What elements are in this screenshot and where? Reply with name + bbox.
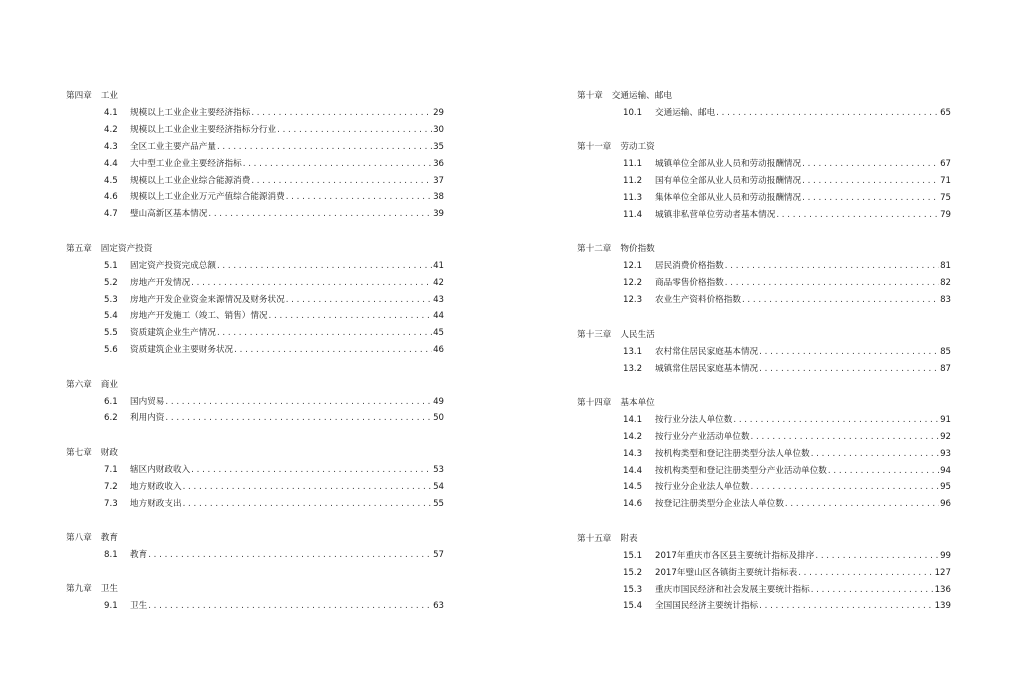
dot-leader	[802, 190, 939, 207]
toc-entry[interactable]	[66, 275, 444, 292]
entry-number: 9.1	[104, 601, 118, 612]
dot-leader	[798, 565, 933, 582]
entry-page-number: 81	[940, 261, 951, 272]
entry-title: 规模以上工业企业主要经济指标分行业	[130, 124, 277, 135]
entry-title: 集体单位全部从业人员和劳动报酬情况	[655, 193, 802, 204]
dot-leader	[725, 275, 939, 292]
toc-entry[interactable]	[577, 207, 951, 224]
entry-page-number: 35	[433, 141, 444, 152]
entry-page-number: 50	[433, 413, 444, 424]
chapter-heading	[66, 445, 444, 462]
entry-page-number: 94	[940, 465, 951, 476]
toc-entry[interactable]	[577, 361, 951, 378]
toc-entry[interactable]	[577, 496, 951, 513]
entry-title: 城镇常住居民家庭基本情况	[655, 363, 759, 374]
entry-title: 大中型工业企业主要经济指标	[130, 158, 242, 169]
entry-page-number: 29	[433, 108, 444, 118]
entry-number: 15.3	[623, 584, 643, 595]
entry-page-number: 71	[940, 176, 951, 187]
chapter-number: 第十二章	[577, 244, 612, 255]
dot-leader	[217, 325, 432, 342]
entry-number: 15.1	[623, 550, 643, 561]
chapter-number: 第四章	[66, 91, 92, 101]
entry-title: 资质建筑企业主要财务状况	[130, 345, 234, 356]
entry-number: 5.4	[104, 311, 118, 322]
toc-entry[interactable]	[577, 548, 951, 565]
chapter-entries	[577, 105, 951, 122]
toc-entry[interactable]	[577, 156, 951, 173]
chapter-heading	[577, 395, 951, 412]
entry-title: 2017年重庆市各区县主要统计指标及排序	[655, 550, 815, 561]
chapter-number: 第九章	[66, 584, 92, 595]
toc-left-column	[66, 88, 444, 633]
toc-right-column	[577, 88, 951, 633]
toc-entry[interactable]	[577, 463, 951, 480]
chapter-name: 商业	[100, 379, 118, 390]
entry-title: 全区工业主要产品产量	[130, 141, 216, 152]
entry-page-number: 41	[433, 260, 444, 271]
dot-leader	[251, 173, 432, 190]
entry-number: 4.4	[104, 158, 118, 169]
toc-chapter	[577, 139, 951, 224]
entry-page-number: 38	[433, 192, 444, 203]
entry-page-number: 44	[433, 311, 444, 322]
dot-leader	[733, 412, 939, 429]
toc-chapter	[66, 88, 444, 223]
entry-number: 4.7	[104, 209, 118, 220]
entry-number: 6.2	[104, 413, 118, 424]
toc-entry[interactable]	[66, 547, 444, 564]
entry-page-number: 37	[433, 175, 444, 186]
chapter-number: 第八章	[66, 533, 92, 544]
dot-leader	[165, 394, 432, 411]
toc-chapter	[66, 241, 444, 359]
toc-entry[interactable]	[577, 292, 951, 309]
toc-entry[interactable]	[577, 446, 951, 463]
entry-title: 地方财政收入	[130, 481, 182, 492]
entry-page-number: 53	[433, 464, 444, 475]
entry-title: 交通运输、邮电	[655, 108, 716, 118]
entry-page-number: 49	[433, 396, 444, 407]
entry-title: 国内贸易	[130, 396, 165, 407]
entry-number: 14.6	[623, 499, 643, 510]
dot-leader	[828, 463, 939, 480]
entry-number: 13.2	[623, 363, 643, 374]
toc-chapter	[577, 327, 951, 378]
chapter-entries	[577, 548, 951, 616]
chapter-name: 交通运输、邮电	[611, 91, 672, 101]
dot-leader	[191, 275, 432, 292]
entry-page-number: 67	[940, 159, 951, 170]
dot-leader	[802, 156, 939, 173]
toc-entry[interactable]	[66, 189, 444, 206]
entry-title: 居民消费价格指数	[655, 261, 724, 272]
chapter-name: 基本单位	[620, 397, 655, 408]
chapter-name: 固定资产投资	[100, 243, 153, 254]
dot-leader	[191, 462, 432, 479]
entry-page-number: 93	[940, 448, 951, 459]
entry-title: 地方财政支出	[130, 498, 182, 509]
entry-title: 卫生	[130, 601, 148, 612]
entry-number: 4.1	[104, 108, 118, 118]
toc-chapter	[577, 88, 951, 122]
chapter-entries	[66, 394, 444, 428]
chapter-heading	[577, 139, 951, 156]
entry-number: 12.3	[623, 295, 643, 306]
entry-page-number: 65	[940, 108, 951, 118]
chapter-entries	[66, 598, 444, 615]
entry-number: 4.5	[104, 175, 118, 186]
entry-page-number: 136	[934, 584, 951, 595]
toc-chapter	[66, 581, 444, 615]
dot-leader	[165, 410, 432, 427]
entry-number: 13.1	[623, 346, 643, 357]
toc-entry[interactable]	[577, 173, 951, 190]
entry-title: 辖区内财政收入	[130, 464, 191, 475]
entry-title: 按行业分产业活动单位数	[655, 431, 750, 442]
entry-title: 固定资产投资完成总额	[130, 260, 216, 271]
toc-entry[interactable]	[66, 292, 444, 309]
chapter-number: 第十章	[577, 91, 603, 101]
chapter-number: 第十一章	[577, 142, 612, 153]
chapter-number: 第十四章	[577, 397, 612, 408]
toc-entry[interactable]	[577, 258, 951, 275]
entry-page-number: 30	[433, 124, 444, 135]
entry-number: 11.4	[623, 210, 643, 221]
dot-leader	[802, 173, 939, 190]
entry-page-number: 54	[433, 481, 444, 492]
entry-number: 5.6	[104, 345, 118, 356]
toc-chapter	[577, 241, 951, 309]
entry-title: 房地产开发情况	[130, 277, 191, 288]
chapter-number: 第七章	[66, 447, 92, 458]
toc-entry[interactable]	[66, 308, 444, 325]
chapter-heading	[577, 327, 951, 344]
entry-page-number: 79	[940, 210, 951, 221]
toc-entry[interactable]	[577, 190, 951, 207]
entry-title: 农村常住居民家庭基本情况	[655, 346, 759, 357]
entry-page-number: 91	[940, 414, 951, 425]
toc-entry[interactable]	[66, 122, 444, 139]
entry-title: 农业生产资料价格指数	[655, 295, 741, 306]
chapter-heading	[66, 377, 444, 394]
entry-number: 8.1	[104, 550, 118, 561]
entry-page-number: 55	[433, 498, 444, 509]
entry-title: 房地产开发企业资金来源情况及财务状况	[130, 294, 285, 305]
chapter-number: 第十五章	[577, 533, 612, 544]
entry-page-number: 92	[940, 431, 951, 442]
entry-number: 4.6	[104, 192, 118, 203]
toc-entry[interactable]	[577, 565, 951, 582]
toc-chapter	[66, 530, 444, 564]
chapter-name: 附表	[620, 533, 638, 544]
entry-page-number: 83	[940, 295, 951, 306]
entry-title: 璧山高新区基本情况	[130, 209, 208, 220]
toc-entry[interactable]	[66, 394, 444, 411]
chapter-entries	[66, 547, 444, 564]
dot-leader	[183, 496, 432, 513]
entry-number: 14.4	[623, 465, 643, 476]
toc-entry[interactable]	[66, 342, 444, 359]
dot-leader	[751, 479, 940, 496]
chapter-heading	[66, 241, 444, 258]
entry-number: 14.5	[623, 482, 643, 493]
dot-leader	[251, 105, 432, 122]
toc-entry[interactable]	[577, 429, 951, 446]
dot-leader	[776, 207, 939, 224]
dot-leader	[277, 122, 432, 139]
toc-entry[interactable]	[66, 598, 444, 615]
entry-page-number: 75	[940, 193, 951, 204]
toc-entry[interactable]	[66, 139, 444, 156]
chapter-number: 第十三章	[577, 329, 612, 340]
entry-page-number: 57	[433, 550, 444, 561]
entry-title: 规模以上工业企业综合能源消费	[130, 175, 251, 186]
chapter-number: 第六章	[66, 379, 92, 390]
toc-entry[interactable]	[577, 598, 951, 615]
entry-number: 5.1	[104, 260, 118, 271]
entry-title: 规模以上工业企业主要经济指标	[130, 108, 251, 118]
chapter-name: 卫生	[100, 584, 118, 595]
entry-page-number: 36	[433, 158, 444, 169]
entry-page-number: 82	[940, 278, 951, 289]
dot-leader	[243, 156, 432, 173]
dot-leader	[234, 342, 432, 359]
dot-leader	[759, 361, 939, 378]
entry-number: 11.2	[623, 176, 643, 187]
chapter-entries	[577, 258, 951, 309]
entry-title: 按机构类型和登记注册类型分法人单位数	[655, 448, 810, 459]
toc-entry[interactable]	[66, 156, 444, 173]
toc-chapter	[577, 531, 951, 616]
toc-entry[interactable]	[66, 206, 444, 223]
chapter-name: 财政	[100, 447, 118, 458]
entry-page-number: 42	[433, 277, 444, 288]
entry-page-number: 45	[433, 328, 444, 339]
entry-number: 11.1	[623, 159, 643, 170]
entry-page-number: 96	[940, 499, 951, 510]
chapter-name: 物价指数	[620, 244, 655, 255]
toc-chapter	[66, 377, 444, 428]
entry-number: 14.1	[623, 414, 643, 425]
toc-entry[interactable]	[577, 344, 951, 361]
chapter-entries	[577, 344, 951, 378]
toc-entry[interactable]	[66, 410, 444, 427]
chapter-entries	[66, 105, 444, 223]
dot-leader	[742, 292, 939, 309]
entry-number: 7.1	[104, 464, 118, 475]
toc-entry[interactable]	[66, 258, 444, 275]
entry-number: 14.2	[623, 431, 643, 442]
entry-number: 4.3	[104, 141, 118, 152]
chapter-heading	[66, 88, 444, 105]
entry-number: 6.1	[104, 396, 118, 407]
dot-leader	[148, 598, 432, 615]
chapter-entries	[66, 258, 444, 359]
entry-page-number: 85	[940, 346, 951, 357]
dot-leader	[811, 582, 934, 599]
chapter-heading	[66, 581, 444, 598]
entry-title: 房地产开发施工（竣工、销售）情况	[130, 311, 268, 322]
entry-title: 全国国民经济主要统计指标	[655, 601, 759, 612]
entry-page-number: 139	[934, 601, 951, 612]
toc-entry[interactable]	[66, 173, 444, 190]
entry-title: 资质建筑企业生产情况	[130, 328, 216, 339]
toc-chapter	[577, 395, 951, 513]
chapter-heading	[577, 241, 951, 258]
entry-page-number: 87	[940, 363, 951, 374]
entry-title: 城镇非私营单位劳动者基本情况	[655, 210, 776, 221]
toc-entry[interactable]	[577, 105, 951, 122]
entry-number: 5.2	[104, 277, 118, 288]
entry-title: 按登记注册类型分企业法人单位数	[655, 499, 784, 510]
toc-chapter	[66, 445, 444, 513]
entry-page-number: 43	[433, 294, 444, 305]
toc-entry[interactable]	[577, 275, 951, 292]
entry-number: 5.3	[104, 294, 118, 305]
dot-leader	[811, 446, 939, 463]
entry-title: 规模以上工业企业万元产值综合能源消费	[130, 192, 285, 203]
entry-number: 14.3	[623, 448, 643, 459]
entry-title: 重庆市国民经济和社会发展主要统计指标	[655, 584, 810, 595]
entry-number: 4.2	[104, 124, 118, 135]
chapter-name: 工业	[100, 91, 118, 101]
entry-number: 15.4	[623, 601, 643, 612]
toc-entry[interactable]	[66, 325, 444, 342]
dot-leader	[208, 206, 432, 223]
entry-title: 按机构类型和登记注册类型分产业活动单位数	[655, 465, 827, 476]
dot-leader	[217, 258, 432, 275]
chapter-name: 教育	[100, 533, 118, 544]
dot-leader	[759, 598, 933, 615]
entry-number: 5.5	[104, 328, 118, 339]
chapter-heading	[66, 530, 444, 547]
chapter-number: 第五章	[66, 243, 92, 254]
chapter-heading	[577, 531, 951, 548]
dot-leader	[286, 292, 432, 309]
chapter-name: 人民生活	[620, 329, 655, 340]
toc-entry[interactable]	[66, 105, 444, 122]
dot-leader	[148, 547, 432, 564]
dot-leader	[217, 139, 432, 156]
dot-leader	[759, 344, 939, 361]
chapter-entries	[577, 156, 951, 224]
dot-leader	[269, 308, 433, 325]
entry-number: 15.2	[623, 567, 643, 578]
toc-entry[interactable]	[66, 462, 444, 479]
toc-entry[interactable]	[577, 412, 951, 429]
entry-number: 11.3	[623, 193, 643, 204]
dot-leader	[815, 548, 939, 565]
toc-entry[interactable]	[66, 479, 444, 496]
dot-leader	[183, 479, 432, 496]
chapter-name: 劳动工资	[620, 142, 655, 153]
entry-number: 7.3	[104, 498, 118, 509]
dot-leader	[286, 189, 432, 206]
entry-page-number: 46	[433, 345, 444, 356]
entry-title: 商品零售价格指数	[655, 278, 724, 289]
toc-entry[interactable]	[66, 496, 444, 513]
dot-leader	[725, 258, 939, 275]
chapter-heading	[577, 88, 951, 105]
dot-leader	[785, 496, 939, 513]
dot-leader	[716, 105, 939, 122]
entry-number: 12.1	[623, 261, 643, 272]
toc-entry[interactable]	[577, 479, 951, 496]
chapter-entries	[66, 462, 444, 513]
entry-page-number: 39	[433, 209, 444, 220]
entry-page-number: 99	[940, 550, 951, 561]
entry-title: 2017年璧山区各镇街主要统计指标表	[655, 567, 798, 578]
entry-title: 按行业分企业法人单位数	[655, 482, 750, 493]
entry-title: 按行业分法人单位数	[655, 414, 733, 425]
entry-title: 城镇单位全部从业人员和劳动报酬情况	[655, 159, 802, 170]
chapter-entries	[577, 412, 951, 513]
entry-page-number: 95	[940, 482, 951, 493]
toc-entry[interactable]	[577, 582, 951, 599]
entry-title: 国有单位全部从业人员和劳动报酬情况	[655, 176, 802, 187]
dot-leader	[751, 429, 940, 446]
entry-number: 10.1	[623, 108, 643, 118]
entry-page-number: 63	[433, 601, 444, 612]
entry-number: 12.2	[623, 278, 643, 289]
entry-title: 教育	[130, 550, 148, 561]
entry-title: 利用内资	[130, 413, 165, 424]
entry-page-number: 127	[934, 567, 951, 578]
entry-number: 7.2	[104, 481, 118, 492]
